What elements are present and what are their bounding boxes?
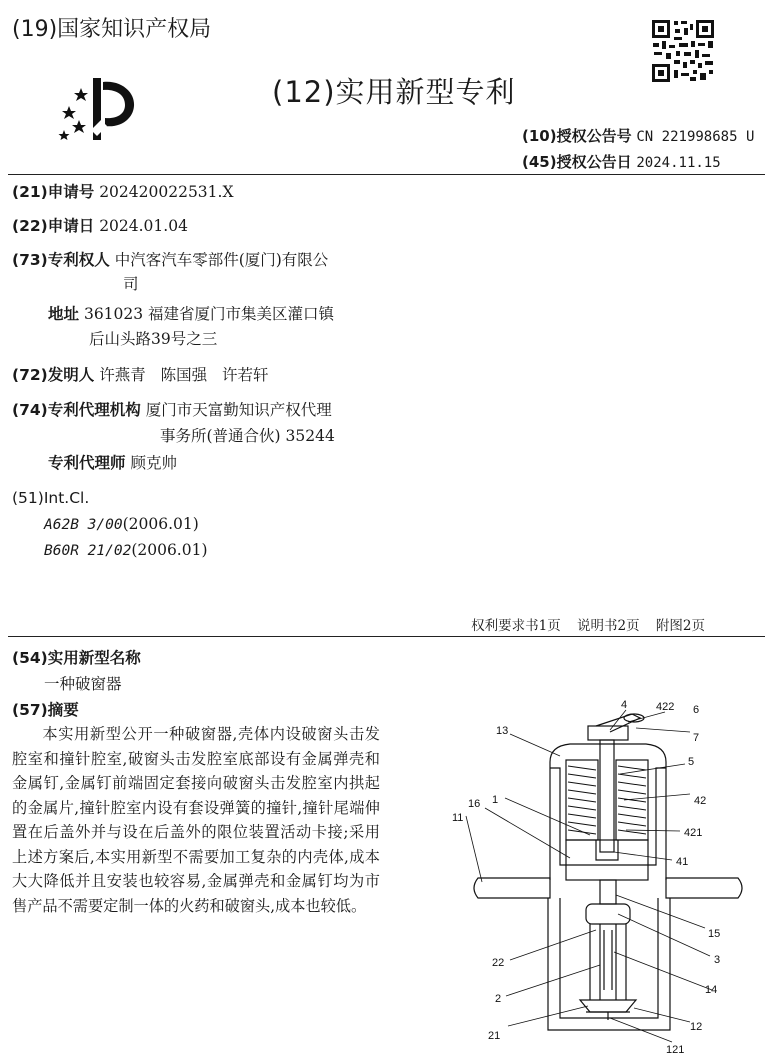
- drawing-cartridge: [586, 904, 630, 924]
- fig-label-1: 1: [492, 794, 499, 806]
- fig-label-3: 3: [714, 954, 721, 966]
- fig-label-421: 421: [684, 827, 703, 839]
- drawing-striker: [600, 740, 614, 852]
- fig-label-14: 14: [705, 984, 718, 996]
- cnipa-logo-icon: [55, 74, 140, 144]
- address-field: [48, 301, 334, 327]
- patentee-label: (73)专利权人: [12, 251, 110, 269]
- header-divider: [8, 174, 765, 175]
- agent-label: 专利代理师: [48, 454, 126, 472]
- patentee-field: [12, 247, 328, 273]
- fig-label-13: 13: [496, 725, 509, 737]
- intcl-label: (51)Int.Cl.: [12, 489, 90, 507]
- abstract-label-row: [12, 697, 79, 723]
- inventors-field: [12, 362, 269, 388]
- fig-label-6: 6: [693, 704, 700, 716]
- utility-model-name: [44, 671, 122, 697]
- fig-label-15: 15: [708, 928, 721, 940]
- ipc-2: [44, 537, 208, 564]
- ipc-2-version: (2006.01): [131, 541, 208, 559]
- application-number-field: [12, 179, 234, 205]
- ipc-1: [44, 511, 199, 538]
- agency-line-2: [160, 423, 335, 449]
- office-name: (19)国家知识产权局: [12, 17, 212, 42]
- fig-label-21: 21: [488, 1030, 501, 1042]
- publication-number-label: (10)授权公告号: [522, 127, 632, 145]
- drawing-limit-device: [588, 726, 628, 740]
- patent-drawing: [400, 690, 772, 1061]
- address-label: 地址: [48, 305, 80, 323]
- abstract-label: (57)摘要: [12, 701, 79, 719]
- patentee-line-2: [123, 271, 139, 297]
- agent: 顾克帅: [130, 454, 177, 472]
- agency-field: [12, 397, 332, 423]
- publication-date-row: [522, 151, 721, 172]
- fig-label-422: 422: [656, 701, 675, 713]
- publication-date: 2024.11.15: [636, 155, 721, 171]
- inventors: 许燕青 陈国强 许若轩: [99, 366, 269, 384]
- page-count-info: 权利要求书1页 说明书2页 附图2页: [471, 618, 705, 634]
- publication-date-label: (45)授权公告日: [522, 153, 632, 171]
- application-number: 202420022531.X: [99, 183, 234, 201]
- fig-label-2: 2: [495, 993, 502, 1005]
- utility-model-name-label-row: [12, 645, 141, 671]
- fig-label-12: 12: [690, 1021, 703, 1033]
- application-date: 2024.01.04: [99, 217, 188, 235]
- address-line-2-text: 后山头路39号之三: [89, 330, 218, 348]
- section-divider: [8, 636, 765, 637]
- drawing-pin-tab: [596, 714, 640, 732]
- drawing-lower-housing: [548, 898, 670, 1030]
- utility-model-name-label: (54)实用新型名称: [12, 649, 141, 667]
- fig-label-11: 11: [452, 812, 464, 824]
- drawing-right-flange: [666, 878, 742, 898]
- address-line-2: [89, 326, 217, 352]
- drawing-left-flange: [474, 878, 550, 898]
- agency-label: (74)专利代理机构: [12, 401, 141, 419]
- fig-label-7: 7: [693, 732, 700, 744]
- patentee-line-1: 中汽客汽车零部件(厦门)有限公: [114, 251, 329, 269]
- fig-label-22: 22: [492, 957, 505, 969]
- agency-line-2-text: 事务所(普通合伙) 35244: [160, 427, 335, 445]
- agent-field: [48, 450, 177, 476]
- qr-code-icon: [650, 18, 716, 84]
- fig-label-121: 121: [666, 1044, 685, 1056]
- agency-line-1: 厦门市天富勤知识产权代理: [145, 401, 332, 419]
- application-date-label: (22)申请日: [12, 217, 95, 235]
- fig-label-4: 4: [621, 699, 628, 711]
- fig-label-42: 42: [694, 795, 707, 807]
- patentee-line-2-text: 司: [123, 275, 139, 293]
- intcl-field: [12, 485, 89, 511]
- ipc-2-code: B60R 21/02: [44, 543, 132, 559]
- application-number-label: (21)申请号: [12, 183, 95, 201]
- document-type-title: (12)实用新型专利: [272, 75, 516, 109]
- drawing-nail-tip: [580, 1000, 636, 1012]
- ipc-1-code: A62B 3/00: [44, 517, 123, 533]
- abstract-text: 本实用新型公开一种破窗器,壳体内设破窗头击发腔室和撞针腔室,破窗头击发腔室底部设有金属弹壳和金属钉,金属钉前端固定套接向破窗头击发腔室内拱起的金属片,撞针腔室内设有套设弹簧的撞针,撞针尾端伸置在后盖外并与设在后盖外的限位装置活动卡接;采用上述方案后,本实用新型不需要加工复杂的内壳体,成本大大降低并且安装也较容易,金属弹壳和金属钉均为市售产品不需要定制一体的火药和破窗头,成本也较低。: [12, 725, 380, 915]
- inventors-label: (72)发明人: [12, 366, 95, 384]
- utility-model-name-text: 一种破窗器: [44, 675, 122, 693]
- fig-label-16: 16: [468, 798, 481, 810]
- publication-number-row: [522, 125, 754, 146]
- ipc-1-version: (2006.01): [122, 515, 199, 533]
- fig-label-5: 5: [688, 756, 695, 768]
- publication-number: CN 221998685 U: [636, 129, 755, 145]
- fig-label-41: 41: [676, 856, 689, 868]
- application-date-field: [12, 213, 188, 239]
- address-line-1: 361023 福建省厦门市集美区灌口镇: [83, 305, 335, 323]
